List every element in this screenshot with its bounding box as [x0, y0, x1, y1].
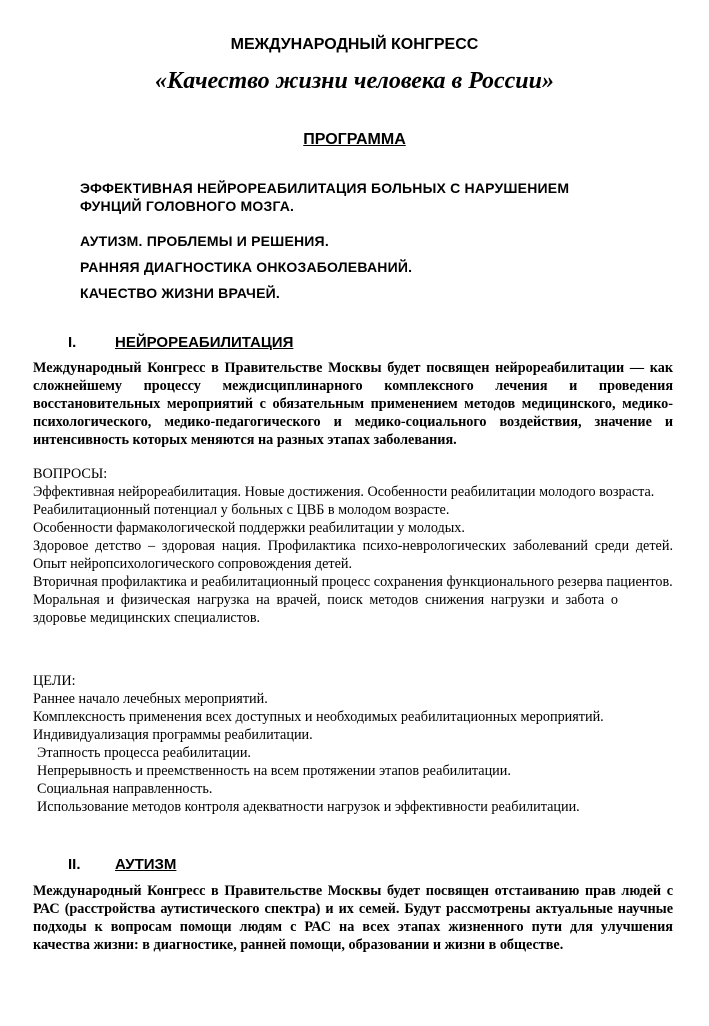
topic-autism: АУТИЗМ. ПРОБЛЕМЫ И РЕШЕНИЯ.	[80, 233, 329, 249]
list-item: Здоровое детство – здоровая нация. Профилактика психо-неврологических заболеваний среди детей. Опыт нейропсихологического сопровождения детей.	[33, 538, 673, 572]
list-item: Социальная направленность.	[37, 781, 213, 797]
section1-intro: Международный Конгресс в Правительстве Москвы будет посвящен нейрореабилитации — как сложнейшему процессу междисциплинарного комплексного лечения и проведения восстановительных мероприятий с обязательным применением методов медицинского, медико-психологического, медико-педагогического и медико-социального воздействия, значение и интенсивность которых меняются на разных этапах заболевания.	[33, 360, 673, 448]
section1-number: I.	[68, 334, 77, 351]
list-item: Вторичная профилактика и реабилитационный процесс сохранения функционального резерва пациентов.	[33, 574, 673, 590]
congress-subtitle: «Качество жизни человека в России»	[155, 68, 554, 94]
congress-heading: МЕЖДУНАРОДНЫЙ КОНГРЕСС	[230, 36, 479, 53]
section2-title: АУТИЗМ	[115, 856, 177, 873]
section1-heading	[0, 334, 709, 354]
section2-number: II.	[68, 856, 81, 873]
list-item: Этапность процесса реабилитации.	[37, 745, 251, 761]
section2-intro: Международный Конгресс в Правительстве Москвы будет посвящен отстаиванию прав людей с РАС (расстройства аутистического спектра) и их семей. Будут рассмотрены актуальные научные подходы к вопросам помощи людям с РАС на всех этапах жизненного пути для улучшения качества жизни: в диагностике, ранней помощи, образовании и жизни в обществе.	[33, 883, 673, 953]
topic-neurorehab-line2: ФУНЦИЙ ГОЛОВНОГО МОЗГА.	[80, 198, 295, 214]
topic-oncology: РАННЯЯ ДИАГНОСТИКА ОНКОЗАБОЛЕВАНИЙ.	[80, 259, 413, 275]
section1-title: НЕЙРОРЕАБИЛИТАЦИЯ	[115, 334, 294, 351]
list-item: Использование методов контроля адекватности нагрузок и эффективности реабилитации.	[37, 799, 580, 815]
topic-neurorehab-line1: ЭФФЕКТИВНАЯ НЕЙРОРЕАБИЛИТАЦИЯ БОЛЬНЫХ С НАРУШЕНИЕМ	[80, 180, 570, 196]
goals-label: ЦЕЛИ:	[33, 673, 76, 689]
list-item: Индивидуализация программы реабилитации.	[33, 727, 313, 743]
goals-list	[33, 690, 673, 816]
list-item: Комплексность применения всех доступных и необходимых реабилитационных мероприятий.	[33, 709, 604, 725]
section2-heading	[0, 856, 709, 876]
list-item: Моральная и физическая нагрузка на врачей, поиск методов снижения нагрузки и забота о здоровье медицинских специалистов.	[33, 592, 618, 626]
list-item: Непрерывность и преемственность на всем протяжении этапов реабилитации.	[37, 763, 511, 779]
list-item: Реабилитационный потенциал у больных с ЦВБ в молодом возрасте.	[33, 502, 450, 518]
list-item: Особенности фармакологической поддержки реабилитации у молодых.	[33, 520, 465, 536]
questions-list	[33, 483, 673, 627]
list-item: Раннее начало лечебных мероприятий.	[33, 691, 268, 707]
questions-label: ВОПРОСЫ:	[33, 466, 108, 482]
list-item: Эффективная нейрореабилитация. Новые достижения. Особенности реабилитации молодого возраста.	[33, 484, 655, 500]
program-heading: ПРОГРАММА	[303, 131, 406, 148]
topic-doctors-life: КАЧЕСТВО ЖИЗНИ ВРАЧЕЙ.	[80, 285, 280, 301]
